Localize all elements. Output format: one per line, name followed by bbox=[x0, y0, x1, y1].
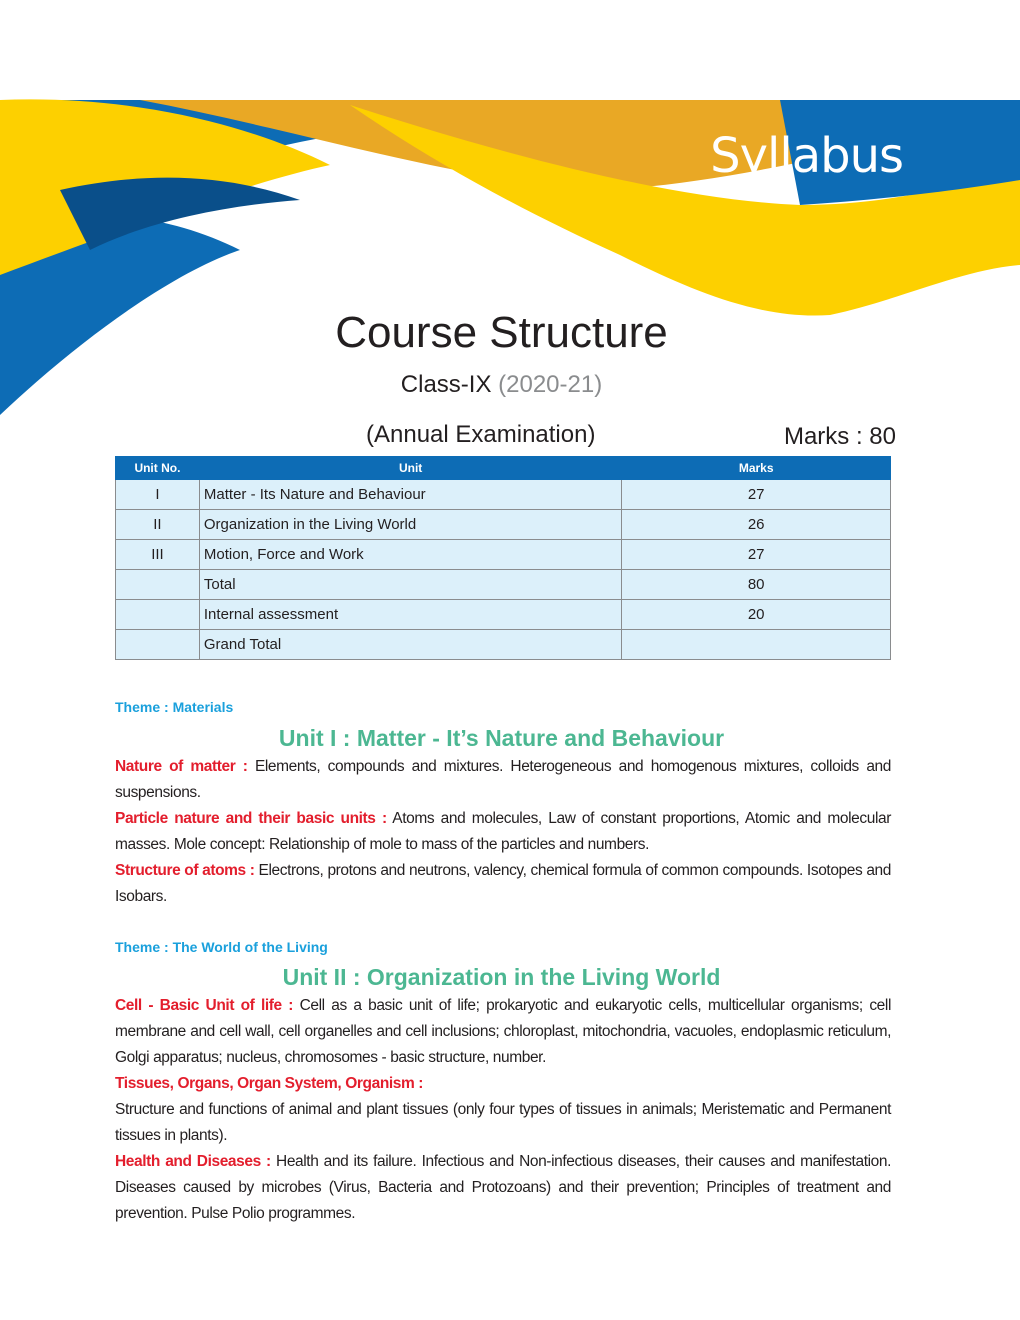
cell-unit: Organization in the Living World bbox=[199, 510, 621, 540]
cell-marks: 20 bbox=[622, 600, 891, 630]
cell-unit-no bbox=[116, 570, 200, 600]
paragraph-lead: Nature of matter : bbox=[115, 758, 248, 775]
header-marks: Marks bbox=[622, 457, 891, 480]
section-2-body bbox=[115, 993, 891, 1227]
cell-marks: 27 bbox=[622, 540, 891, 570]
table-header-row bbox=[116, 457, 891, 480]
paragraph-text: Health and its failure. Infectious and Non-infectious diseases, their causes and manifestation. Diseases caused by microbes (Virus, Bacteria and Protozoans) and their prevention; Principles of treatment and prevention. Pulse Polio programmes. bbox=[115, 1153, 891, 1222]
total-marks-label: Marks : 80 bbox=[783, 423, 896, 450]
cell-unit-no: I bbox=[116, 480, 200, 510]
paragraph-text: Structure and functions of animal and plant tissues (only four types of tissues in animals; Meristematic and Permanent tissues in plants). bbox=[115, 1101, 891, 1144]
section-1-body bbox=[115, 754, 891, 910]
header-wave-banner bbox=[0, 0, 1020, 430]
paragraph bbox=[115, 754, 891, 806]
paragraph bbox=[115, 1071, 891, 1097]
table-row bbox=[116, 510, 891, 540]
cell-unit: Grand Total bbox=[199, 630, 621, 660]
cell-unit-no bbox=[116, 630, 200, 660]
paragraph-text: Cell as a basic unit of life; prokaryotic and eukaryotic cells, multicellular organisms; cell membrane and cell wall, cell organelles and cell inclusions; chloroplast, mitochondria, vacuoles, endoplasmic reticulum, Golgi apparatus; nucleus, chromosomes - basic structure, number. bbox=[115, 997, 891, 1066]
class-line bbox=[0, 371, 1003, 399]
paragraph-lead: Tissues, Organs, Organ System, Organism : bbox=[115, 1075, 424, 1092]
cell-unit: Matter - Its Nature and Behaviour bbox=[199, 480, 621, 510]
paragraph-lead: Health and Diseases : bbox=[115, 1153, 271, 1170]
table-row bbox=[116, 600, 891, 630]
cell-marks: 80 bbox=[622, 570, 891, 600]
table-row bbox=[116, 540, 891, 570]
paragraph bbox=[115, 993, 891, 1071]
header-unit: Unit bbox=[199, 457, 621, 480]
unit-1-heading: Unit I : Matter - It’s Nature and Behaviour bbox=[278, 725, 725, 751]
class-year: (2020-21) bbox=[498, 371, 603, 398]
paragraph-lead: Particle nature and their basic units : bbox=[115, 810, 387, 827]
course-title: Course Structure bbox=[335, 308, 668, 357]
header-unit-no: Unit No. bbox=[116, 457, 200, 480]
table-row bbox=[116, 630, 891, 660]
paragraph bbox=[115, 858, 891, 910]
theme-label-materials: Theme : Materials bbox=[115, 699, 234, 715]
paragraph-text: Atoms and molecules, Law of constant proportions, Atomic and molecular masses. Mole concept: Relationship of mole to mass of the particles and numbers. bbox=[115, 810, 891, 853]
class-label: Class-IX bbox=[400, 371, 492, 398]
table-row bbox=[116, 570, 891, 600]
cell-marks: 27 bbox=[622, 480, 891, 510]
exam-label: (Annual Examination) bbox=[366, 421, 596, 448]
paragraph bbox=[115, 1149, 891, 1227]
cell-marks bbox=[622, 630, 891, 660]
paragraph-text: Electrons, protons and neutrons, valency, chemical formula of common compounds. Isotopes and Isobars. bbox=[115, 862, 891, 905]
paragraph-lead: Structure of atoms : bbox=[115, 862, 255, 879]
paragraph bbox=[115, 806, 891, 858]
paragraph-lead: Cell - Basic Unit of life : bbox=[115, 997, 294, 1014]
table-row bbox=[116, 480, 891, 510]
banner-title: Syllabus bbox=[710, 128, 903, 184]
unit-2-heading: Unit II : Organization in the Living World bbox=[282, 964, 721, 990]
marks-table bbox=[115, 456, 891, 660]
cell-unit-no: III bbox=[116, 540, 200, 570]
cell-marks: 26 bbox=[622, 510, 891, 540]
cell-unit-no: II bbox=[116, 510, 200, 540]
paragraph bbox=[115, 1097, 891, 1149]
cell-unit: Internal assessment bbox=[199, 600, 621, 630]
cell-unit-no bbox=[116, 600, 200, 630]
cell-unit: Motion, Force and Work bbox=[199, 540, 621, 570]
paragraph-text: Elements, compounds and mixtures. Heterogeneous and homogenous mixtures, colloids and suspensions. bbox=[115, 758, 891, 801]
theme-label-world-of-living: Theme : The World of the Living bbox=[115, 939, 328, 955]
cell-unit: Total bbox=[199, 570, 621, 600]
